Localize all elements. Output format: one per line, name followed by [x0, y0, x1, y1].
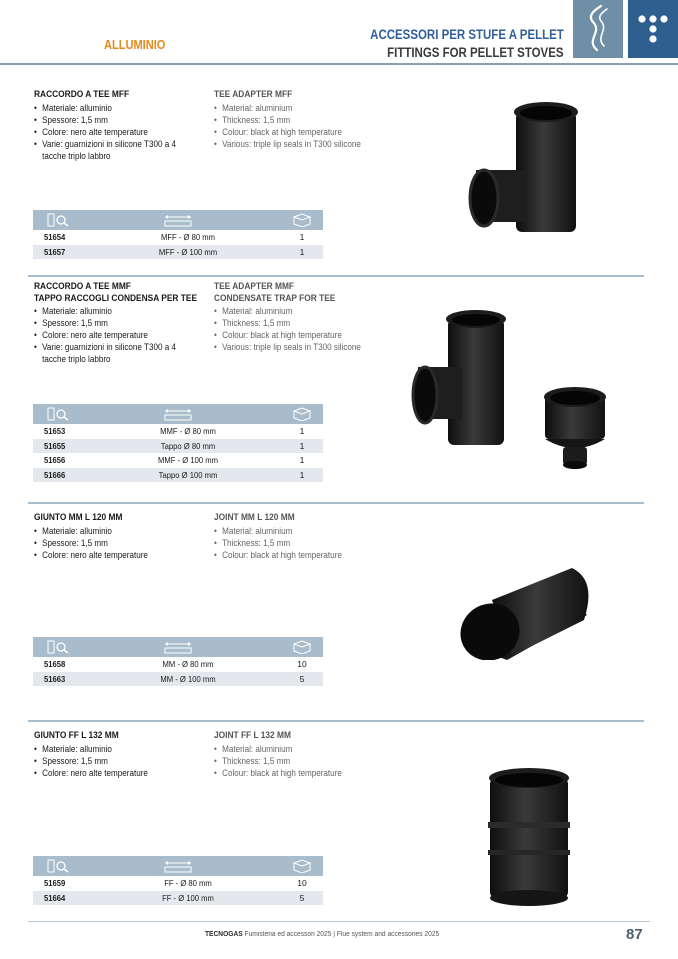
feature-item: • Thickness: 1,5 mm [214, 537, 394, 549]
product-2-description-en [214, 281, 414, 353]
feature-item: • Colore: nero alte temperature [34, 549, 178, 561]
table-header [33, 637, 323, 657]
product-4-description-it [34, 730, 194, 779]
feature-item: • Spessore: 1,5 mm [34, 114, 178, 126]
product-title: JOINT FF L 132 MM [214, 730, 291, 741]
condensate-trap-cap-image [540, 385, 610, 473]
feature-item: • Material: aluminium [214, 525, 394, 537]
code-magnifier-icon [47, 407, 69, 421]
product-3-description-it [34, 512, 194, 561]
table-header [33, 404, 323, 424]
table-row: 51653 MMF - Ø 80 mm 1 [33, 424, 323, 439]
section-divider [28, 502, 644, 504]
feature-item: • Materiale: alluminio [34, 525, 178, 537]
section-divider [28, 275, 644, 277]
brand-dots-logo-icon [628, 0, 678, 58]
table-row: 51656 MMF - Ø 100 mm 1 [33, 453, 323, 468]
section-title-en: FITTINGS FOR PELLET STOVES [387, 45, 564, 60]
feature-item: • Colore: nero alte temperature [34, 329, 178, 341]
code-magnifier-icon [47, 859, 69, 873]
table-header [33, 210, 323, 230]
smoke-swirl-icon [573, 0, 623, 58]
product-1-description-en [214, 89, 414, 150]
table-row: 51655 Tappo Ø 80 mm 1 [33, 439, 323, 454]
product-title: GIUNTO MM L 120 MM [34, 512, 123, 523]
page-number: 87 [626, 926, 643, 943]
feature-item: • Colour: black at high temperature [214, 767, 394, 779]
product-1-description-it [34, 89, 194, 162]
measure-ruler-icon [163, 859, 193, 873]
measure-ruler-icon [163, 640, 193, 654]
page-header [0, 0, 678, 64]
product-3-code-table [33, 637, 323, 686]
joint-ff-image [484, 766, 574, 908]
product-2-code-table [33, 404, 323, 482]
header-divider [0, 63, 678, 65]
feature-item: • Colore: nero alte temperature [34, 767, 178, 779]
product-subtitle: TAPPO RACCOGLI CONDENSA PER TEE [34, 292, 198, 304]
tee-adapter-mmf-image [408, 305, 518, 450]
footer-divider [28, 921, 650, 922]
table-header [33, 856, 323, 876]
feature-item: • Varie: guarnizioni in silicone T300 a 4 tacche triplo labbro [34, 341, 178, 365]
product-title: TEE ADAPTER MMF [214, 281, 295, 292]
feature-item: • Material: aluminium [214, 305, 394, 317]
product-1-code-table [33, 210, 323, 259]
product-4-description-en [214, 730, 414, 779]
section-divider [28, 720, 644, 722]
table-row: 51663 MM - Ø 100 mm 5 [33, 672, 323, 687]
feature-item: • Thickness: 1,5 mm [214, 755, 394, 767]
product-3-description-en [214, 512, 414, 561]
footer-brand: TECNOGAS [205, 931, 243, 938]
package-quantity-icon [291, 859, 313, 873]
footer-text [205, 931, 439, 938]
table-row: 51659 FF - Ø 80 mm 10 [33, 876, 323, 891]
feature-item: • Material: aluminium [214, 743, 394, 755]
measure-ruler-icon [163, 407, 193, 421]
feature-item: • Materiale: alluminio [34, 102, 178, 114]
feature-item: • Colour: black at high temperature [214, 329, 394, 341]
feature-item: • Material: aluminium [214, 102, 394, 114]
product-title: GIUNTO FF L 132 MM [34, 730, 119, 741]
feature-item: • Spessore: 1,5 mm [34, 537, 178, 549]
category-label: ALLUMINIO [104, 37, 166, 52]
package-quantity-icon [291, 407, 313, 421]
code-magnifier-icon [47, 640, 69, 654]
section-title-it: ACCESSORI PER STUFE A PELLET [370, 27, 564, 42]
feature-item: • Colour: black at high temperature [214, 549, 394, 561]
feature-item: • Spessore: 1,5 mm [34, 317, 178, 329]
table-row: 51664 FF - Ø 100 mm 5 [33, 891, 323, 906]
product-title: TEE ADAPTER MFF [214, 89, 293, 100]
product-title: RACCORDO A TEE MMF [34, 281, 131, 292]
table-row: 51657 MFF - Ø 100 mm 1 [33, 245, 323, 260]
product-2-description-it [34, 281, 198, 365]
product-subtitle: CONDENSATE TRAP FOR TEE [214, 292, 336, 304]
product-4-code-table [33, 856, 323, 905]
feature-item: • Colore: nero alte temperature [34, 126, 178, 138]
package-quantity-icon [291, 213, 313, 227]
feature-item: • Colour: black at high temperature [214, 126, 394, 138]
code-magnifier-icon [47, 213, 69, 227]
feature-item: • Various: triple lip seals in T300 silicone [214, 341, 394, 353]
table-row: 51654 MFF - Ø 80 mm 1 [33, 230, 323, 245]
package-quantity-icon [291, 640, 313, 654]
feature-item: • Various: triple lip seals in T300 silicone [214, 138, 394, 150]
footer-caption: Fumisteria ed accessori 2025 | Flue system and accessories 2025 [244, 931, 440, 938]
measure-ruler-icon [163, 213, 193, 227]
feature-item: • Thickness: 1,5 mm [214, 114, 394, 126]
product-title: JOINT MM L 120 MM [214, 512, 295, 523]
feature-item: • Varie: guarnizioni in silicone T300 a 4 tacche triplo labbro [34, 138, 178, 162]
table-row: 51658 MM - Ø 80 mm 10 [33, 657, 323, 672]
feature-item: • Materiale: alluminio [34, 305, 178, 317]
joint-mm-image [452, 560, 592, 660]
feature-item: • Thickness: 1,5 mm [214, 317, 394, 329]
table-row: 51666 Tappo Ø 100 mm 1 [33, 468, 323, 483]
feature-item: • Materiale: alluminio [34, 743, 178, 755]
feature-item: • Spessore: 1,5 mm [34, 755, 178, 767]
product-title: RACCORDO A TEE MFF [34, 89, 130, 100]
tee-adapter-mff-image [466, 100, 586, 240]
